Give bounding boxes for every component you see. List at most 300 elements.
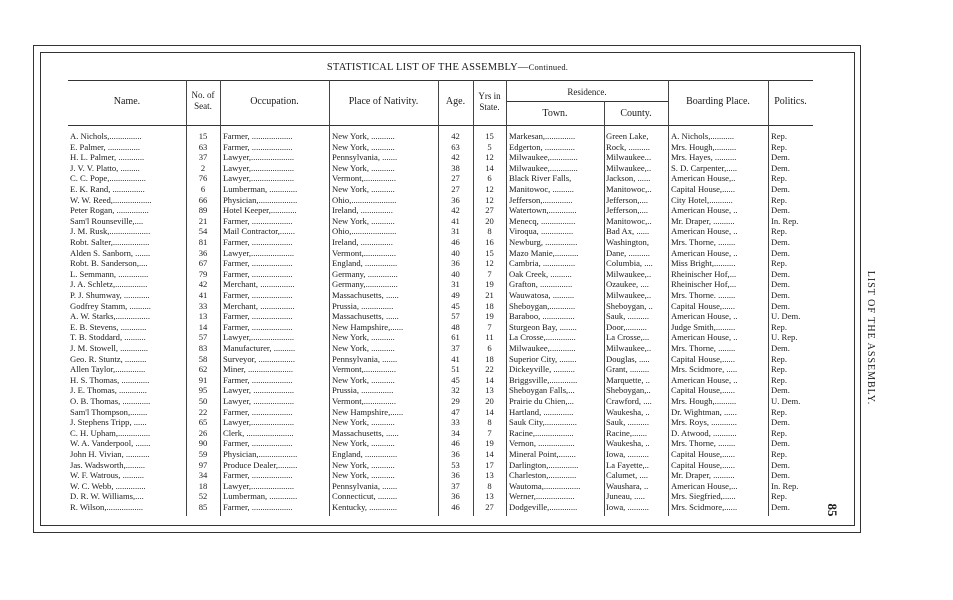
cell-occupation: Lawyer,.................... bbox=[223, 332, 295, 343]
cell-age: 36 bbox=[451, 449, 460, 459]
cell-politics: Dem. bbox=[771, 237, 790, 247]
cell-boarding: City Hotel,........... bbox=[671, 194, 733, 205]
cell-county: Marquette, .. bbox=[606, 374, 650, 385]
cell-age: 42 bbox=[451, 205, 460, 216]
cell-age: 31 bbox=[451, 279, 460, 290]
cell-politics: Rep. bbox=[771, 364, 787, 375]
cell-town: Wautoma,................. bbox=[509, 480, 581, 491]
cell-occupation: Lawyer, ................... bbox=[223, 396, 295, 406]
cell-boarding: Mrs. Thorne, ........ bbox=[671, 438, 736, 449]
cell-yrs: 14 bbox=[485, 162, 494, 173]
cell-occupation: Lawyer,.................... bbox=[223, 417, 295, 428]
cell-boarding: Mrs. Scidmore, ..... bbox=[671, 364, 738, 375]
cell-seat: 18 bbox=[198, 480, 208, 491]
cell-nativity: New Hampshire,...... bbox=[332, 321, 404, 332]
cell-name: W. F. Watrous, .......... bbox=[70, 470, 145, 481]
cell-town: Briggsville,............. bbox=[509, 374, 578, 385]
cell-name: C. H. Upham,............... bbox=[70, 427, 151, 438]
cell-name: J. V. V. Platto, ......... bbox=[70, 162, 140, 173]
cell-seat: 89 bbox=[198, 205, 208, 216]
cell-seat: 67 bbox=[198, 258, 208, 269]
cell-seat: 34 bbox=[198, 470, 208, 481]
cell-nativity: Ireland, ............... bbox=[332, 237, 393, 247]
page-number: 85 bbox=[825, 503, 840, 517]
cell-nativity: Vermont,............... bbox=[332, 247, 396, 258]
cell-town: Darlington,.............. bbox=[509, 459, 579, 470]
cell-seat: 85 bbox=[198, 502, 208, 512]
cell-yrs: 27 bbox=[485, 502, 494, 512]
cell-county: Sauk, .......... bbox=[606, 311, 649, 322]
cell-town: Manitowoc, .......... bbox=[509, 184, 574, 194]
cell-name: E. K. Rand, ............... bbox=[70, 184, 145, 194]
cell-age: 53 bbox=[451, 459, 460, 470]
cell-age: 46 bbox=[451, 438, 460, 449]
cell-name: R. Wilson,................. bbox=[70, 502, 144, 512]
col-divider bbox=[220, 80, 221, 516]
cell-yrs: 6 bbox=[487, 343, 492, 353]
cell-yrs: 5 bbox=[487, 141, 492, 152]
cell-name: C. C. Pope,................. bbox=[70, 173, 146, 184]
cell-occupation: Lawyer, ................... bbox=[223, 385, 295, 396]
cell-occupation: Lawyer,.................... bbox=[223, 152, 295, 163]
cell-yrs: 15 bbox=[485, 131, 494, 141]
cell-politics: Rep. bbox=[771, 258, 787, 269]
cell-seat: 41 bbox=[198, 290, 208, 300]
cell-county: Grant, ......... bbox=[606, 364, 650, 375]
cell-town: Dickeyville, .......... bbox=[509, 364, 575, 375]
cell-occupation: Farmer, ................... bbox=[223, 406, 293, 417]
header-seat-line1: No. of bbox=[191, 90, 215, 100]
cell-age: 37 bbox=[451, 480, 460, 491]
cell-age: 29 bbox=[451, 396, 460, 406]
cell-yrs: 20 bbox=[485, 215, 494, 226]
cell-politics: Dem. bbox=[771, 184, 790, 194]
cell-county: Ozaukee, .... bbox=[606, 279, 649, 290]
cell-county: Waukesha, .. bbox=[606, 438, 650, 449]
cell-politics: Rep. bbox=[771, 131, 787, 141]
cell-nativity: England, ............... bbox=[332, 449, 398, 459]
cell-yrs: 27 bbox=[485, 205, 494, 216]
cell-county: Jefferson,.... bbox=[606, 205, 649, 216]
cell-name: Robt. Salter,................. bbox=[70, 237, 150, 247]
cell-politics: Dem. bbox=[771, 300, 790, 311]
cell-yrs: 6 bbox=[487, 173, 492, 184]
cell-age: 27 bbox=[451, 184, 460, 194]
cell-county: Milwaukee,.. bbox=[606, 162, 652, 173]
cell-seat: 97 bbox=[198, 459, 208, 470]
cell-politics: Dem. bbox=[771, 385, 790, 396]
cell-yrs: 13 bbox=[485, 385, 494, 396]
cell-boarding: Mrs. Siegfried,...... bbox=[671, 491, 736, 502]
cell-politics: Rep. bbox=[771, 406, 787, 417]
cell-nativity: New York, ........... bbox=[332, 459, 395, 470]
header-town: Town. bbox=[542, 108, 568, 119]
cell-seat: 26 bbox=[198, 427, 208, 438]
cell-town: Oak Creek, .......... bbox=[509, 268, 572, 279]
cell-yrs: 21 bbox=[485, 290, 494, 300]
header-seat-line2: Seat. bbox=[194, 101, 212, 111]
cell-boarding: Mrs. Thorne. ........ bbox=[671, 290, 736, 300]
cell-boarding: American House, .. bbox=[671, 247, 738, 258]
header-yrs-line1: Yrs in bbox=[478, 91, 501, 101]
cell-name: Alden S. Sanborn, ....... bbox=[70, 247, 151, 258]
cell-name: Robt. B. Sanderson,.... bbox=[70, 258, 148, 269]
table-title-continued: Continued. bbox=[528, 62, 569, 72]
cell-nativity: Vermont,............... bbox=[332, 364, 396, 375]
cell-occupation: Farmer, ................... bbox=[223, 268, 293, 279]
cell-name: Peter Rogan, ............... bbox=[70, 205, 149, 216]
cell-age: 32 bbox=[451, 385, 460, 396]
header-nativity: Place of Nativity. bbox=[348, 96, 419, 107]
col-divider bbox=[506, 80, 507, 516]
cell-boarding: Capital House,...... bbox=[671, 184, 735, 194]
cell-politics: U. Dem. bbox=[771, 311, 801, 322]
cell-town: Sheboygan Falls,... bbox=[509, 385, 575, 396]
cell-town: Racine,.................. bbox=[509, 427, 574, 438]
cell-occupation: Merchant, ................ bbox=[223, 279, 295, 290]
cell-boarding: Mr. Draper, .......... bbox=[671, 470, 735, 481]
cell-yrs: 12 bbox=[485, 258, 494, 269]
cell-politics: U. Rep. bbox=[771, 332, 798, 343]
cell-seat: 79 bbox=[198, 268, 208, 279]
cell-nativity: New York, ........... bbox=[332, 374, 395, 385]
cell-boarding: Rheinischer Hof,... bbox=[671, 279, 737, 290]
cell-county: Milwaukee... bbox=[606, 152, 652, 163]
cell-county: Door,.......... bbox=[606, 321, 647, 332]
cell-occupation: Clerk, ...................... bbox=[223, 427, 294, 438]
cell-seat: 36 bbox=[198, 247, 208, 258]
cell-county: Green Lake, bbox=[606, 131, 649, 141]
cell-yrs: 19 bbox=[485, 279, 494, 290]
cell-boarding: American House, .. bbox=[671, 205, 738, 216]
cell-nativity: Pennsylvania, ....... bbox=[332, 480, 398, 491]
cell-yrs: 8 bbox=[487, 417, 492, 428]
cell-politics: In. Rep. bbox=[771, 480, 799, 491]
cell-seat: 62 bbox=[198, 364, 208, 375]
cell-politics: Dem. bbox=[771, 343, 790, 353]
cell-seat: 90 bbox=[198, 438, 208, 449]
cell-name: E. B. Stevens, ............ bbox=[70, 321, 147, 332]
cell-nativity: New York, ........... bbox=[332, 438, 395, 449]
cell-occupation: Farmer, ................... bbox=[223, 258, 293, 269]
cell-county: Iowa, .......... bbox=[606, 449, 649, 459]
cell-occupation: Farmer, ................... bbox=[223, 290, 293, 300]
cell-occupation: Farmer, ................... bbox=[223, 131, 293, 141]
cell-name: Sam'l Rounseville,.... bbox=[70, 215, 144, 226]
cell-seat: 33 bbox=[198, 300, 208, 311]
cell-age: 47 bbox=[451, 406, 460, 417]
cell-town: Menecq, ................ bbox=[509, 215, 576, 226]
header-yrs-line2: State. bbox=[479, 102, 500, 112]
cell-politics: Rep. bbox=[771, 374, 787, 385]
cell-name: Allen Taylor,.............. bbox=[70, 364, 146, 375]
cell-nativity: Pennsylvania, ....... bbox=[332, 152, 398, 163]
cell-age: 42 bbox=[451, 131, 460, 141]
header-residence: Residence. bbox=[567, 87, 607, 97]
cell-yrs: 16 bbox=[485, 237, 494, 247]
cell-occupation: Farmer, ................... bbox=[223, 502, 293, 512]
cell-town: Edgerton, .............. bbox=[509, 141, 575, 152]
header-age: Age. bbox=[445, 96, 466, 107]
cell-occupation: Farmer, ................... bbox=[223, 141, 293, 152]
cell-county: Columbia, .... bbox=[606, 258, 653, 269]
cell-yrs: 7 bbox=[487, 268, 492, 279]
cell-name: W. C. Webb, .............. bbox=[70, 480, 146, 491]
cell-occupation: Surveyor, ................. bbox=[223, 353, 295, 364]
cell-name: Sam'l Thompson,........ bbox=[70, 406, 148, 417]
cell-county: Douglas, ..... bbox=[606, 353, 650, 364]
cell-county: Iowa, .......... bbox=[606, 502, 649, 512]
cell-yrs: 18 bbox=[485, 353, 494, 364]
cell-town: Sheboygan,............ bbox=[509, 300, 576, 311]
cell-town: Milwaukee,............. bbox=[509, 162, 578, 173]
cell-yrs: 12 bbox=[485, 152, 494, 163]
cell-seat: 54 bbox=[198, 226, 208, 237]
cell-age: 38 bbox=[451, 162, 460, 173]
cell-age: 45 bbox=[451, 300, 460, 311]
cell-name: John H. Vivian, ........... bbox=[70, 449, 150, 459]
cell-town: Dodgeville,............. bbox=[509, 502, 578, 512]
cell-age: 46 bbox=[451, 502, 460, 512]
cell-town: Milwaukee,............ bbox=[509, 343, 576, 353]
cell-seat: 13 bbox=[198, 311, 208, 322]
cell-politics: Rep. bbox=[771, 449, 787, 459]
cell-politics: Rep. bbox=[771, 321, 787, 332]
cell-age: 51 bbox=[451, 364, 460, 375]
cell-name: W. W. Reed,.................. bbox=[70, 194, 152, 205]
cell-politics: Rep. bbox=[771, 353, 787, 364]
cell-county: Jefferson,.... bbox=[606, 194, 649, 205]
cell-seat: 76 bbox=[198, 173, 208, 184]
cell-nativity: Kentucky, ............. bbox=[332, 502, 398, 512]
cell-town: Markesan,.............. bbox=[509, 131, 576, 141]
cell-nativity: Prussia, ............... bbox=[332, 385, 394, 396]
cell-nativity: Massachusetts, ...... bbox=[332, 311, 399, 322]
cell-name: P. J. Shumway, ............ bbox=[70, 290, 150, 300]
cell-county: Jackson, ...... bbox=[606, 173, 651, 184]
cell-politics: Dem. bbox=[771, 459, 790, 470]
table-title-main: STATISTICAL LIST OF THE ASSEMBLY— bbox=[326, 62, 529, 73]
cell-seat: 81 bbox=[198, 237, 208, 247]
cell-politics: Dem. bbox=[771, 152, 790, 163]
cell-town: Superior City, ........ bbox=[509, 353, 577, 364]
cell-age: 49 bbox=[451, 290, 460, 300]
cell-occupation: Lumberman, ............. bbox=[223, 491, 298, 502]
cell-nativity: New York, ........... bbox=[332, 141, 395, 152]
header-top-rule bbox=[68, 80, 813, 81]
cell-town: Wauwatosa, .......... bbox=[509, 290, 575, 300]
cell-name: Godfrey Stamm, .......... bbox=[70, 300, 151, 311]
cell-town: Baraboo, ............... bbox=[509, 311, 575, 322]
cell-seat: 91 bbox=[198, 374, 208, 385]
cell-yrs: 14 bbox=[485, 406, 494, 417]
cell-nativity: New Hampshire,...... bbox=[332, 406, 404, 417]
running-side-title: LIST OF THE ASSEMBLY. bbox=[865, 270, 876, 406]
cell-town: Prairie du Chien,... bbox=[509, 396, 574, 406]
cell-nativity: Pennsylvania, ....... bbox=[332, 353, 398, 364]
cell-boarding: American House, .. bbox=[671, 311, 738, 322]
cell-town: Viroqua, ............... bbox=[509, 226, 574, 237]
cell-town: Sauk City,............... bbox=[509, 417, 577, 428]
cell-politics: In. Rep. bbox=[771, 215, 799, 226]
cell-name: Jas. Wadsworth,......... bbox=[70, 459, 146, 470]
cell-county: La Crosse,... bbox=[606, 332, 650, 343]
cell-age: 41 bbox=[451, 353, 460, 364]
header-bottom-rule bbox=[68, 125, 813, 126]
cell-county: Milwaukee,.. bbox=[606, 343, 652, 353]
cell-name: J. Stephens Tripp, ...... bbox=[70, 417, 147, 428]
cell-boarding: Capital House,...... bbox=[671, 300, 735, 311]
header-politics: Politics. bbox=[774, 96, 807, 107]
cell-boarding: Mrs. Thorne, ........ bbox=[671, 237, 736, 247]
cell-yrs: 7 bbox=[487, 321, 492, 332]
cell-yrs: 7 bbox=[487, 427, 492, 438]
header-boarding: Boarding Place. bbox=[686, 96, 750, 107]
cell-yrs: 14 bbox=[485, 449, 494, 459]
cell-seat: 63 bbox=[198, 141, 208, 152]
cell-nativity: New York, ........... bbox=[332, 184, 395, 194]
cell-occupation: Farmer, ................... bbox=[223, 237, 293, 247]
cell-boarding: Mrs. Thorne, ........ bbox=[671, 343, 736, 353]
cell-yrs: 22 bbox=[485, 364, 494, 375]
cell-seat: 59 bbox=[198, 449, 208, 459]
cell-occupation: Miner, ..................... bbox=[223, 364, 294, 375]
cell-seat: 52 bbox=[198, 491, 208, 502]
cell-name: H. S. Thomas, ............. bbox=[70, 374, 150, 385]
cell-seat: 6 bbox=[200, 184, 206, 194]
cell-boarding: Dr. Wightman, ...... bbox=[671, 406, 737, 417]
cell-occupation: Lawyer,.................... bbox=[223, 247, 295, 258]
cell-boarding: Mrs. Roys, ............ bbox=[671, 417, 737, 428]
cell-occupation: Farmer, ................... bbox=[223, 321, 293, 332]
cell-name: O. B. Thomas, ............. bbox=[70, 396, 151, 406]
cell-nativity: Germany,............... bbox=[332, 279, 398, 290]
cell-age: 36 bbox=[451, 470, 460, 481]
cell-seat: 14 bbox=[198, 321, 208, 332]
cell-age: 61 bbox=[451, 332, 460, 343]
cell-yrs: 14 bbox=[485, 374, 494, 385]
cell-town: Milwaukee,............. bbox=[509, 152, 578, 163]
cell-yrs: 19 bbox=[485, 438, 494, 449]
cell-boarding: Capital House,...... bbox=[671, 353, 735, 364]
cell-boarding: Mrs. Scidmore,...... bbox=[671, 502, 738, 512]
cell-yrs: 19 bbox=[485, 311, 494, 322]
cell-politics: Rep. bbox=[771, 141, 787, 152]
cell-town: Mazo Manie,........... bbox=[509, 247, 579, 258]
cell-age: 42 bbox=[451, 152, 460, 163]
cell-boarding: American House,.. bbox=[671, 173, 736, 184]
cell-nativity: Prussia, ............... bbox=[332, 300, 394, 311]
header-county: County. bbox=[620, 108, 652, 119]
cell-county: Rock, .......... bbox=[606, 141, 650, 152]
cell-seat: 50 bbox=[198, 396, 208, 406]
cell-town: Vernon, ................. bbox=[509, 438, 575, 449]
cell-boarding: Mrs. Hayes, .......... bbox=[671, 152, 737, 163]
cell-occupation: Lawyer,.................... bbox=[223, 173, 295, 184]
cell-nativity: Vermont,............... bbox=[332, 173, 396, 184]
cell-nativity: New York, ........... bbox=[332, 332, 395, 343]
header-occupation: Occupation. bbox=[250, 96, 299, 107]
cell-name: A. W. Starks,................ bbox=[70, 311, 150, 322]
cell-nativity: New York, ........... bbox=[332, 470, 395, 481]
cell-yrs: 8 bbox=[487, 226, 492, 237]
cell-yrs: 12 bbox=[485, 184, 494, 194]
cell-boarding: American House, .. bbox=[671, 226, 738, 237]
cell-age: 57 bbox=[451, 311, 460, 322]
cell-age: 45 bbox=[451, 374, 460, 385]
cell-seat: 95 bbox=[198, 385, 208, 396]
cell-occupation: Manufacturer, .......... bbox=[223, 343, 296, 353]
cell-occupation: Lumberman, ............. bbox=[223, 184, 298, 194]
cell-age: 27 bbox=[451, 173, 460, 184]
cell-seat: 2 bbox=[200, 162, 206, 173]
cell-occupation: Farmer, ................... bbox=[223, 374, 293, 385]
cell-politics: Rep. bbox=[771, 226, 787, 237]
cell-town: Black River Falls, bbox=[509, 173, 572, 184]
cell-age: 36 bbox=[451, 491, 460, 502]
cell-name: E. Palmer, ............... bbox=[70, 141, 141, 152]
cell-seat: 15 bbox=[198, 131, 208, 141]
cell-county: Manitowoc,.. bbox=[606, 215, 652, 226]
cell-town: Charleston,............. bbox=[509, 470, 577, 481]
col-divider bbox=[329, 80, 330, 516]
cell-name: D. R. W. Williams,.... bbox=[70, 491, 144, 502]
cell-name: W. A. Vanderpool, ....... bbox=[70, 438, 151, 449]
cell-county: Crawford, .... bbox=[606, 396, 652, 406]
cell-age: 37 bbox=[451, 343, 460, 353]
cell-yrs: 13 bbox=[485, 470, 494, 481]
residence-rule bbox=[506, 101, 668, 102]
cell-age: 31 bbox=[451, 226, 460, 237]
cell-age: 41 bbox=[451, 215, 460, 226]
cell-boarding: Judge Smith,......... bbox=[671, 321, 736, 332]
cell-yrs: 20 bbox=[485, 396, 494, 406]
cell-boarding: Capital House,...... bbox=[671, 449, 735, 459]
cell-seat: 58 bbox=[198, 353, 208, 364]
cell-county: Dane, .......... bbox=[606, 247, 650, 258]
cell-nativity: Ireland, ............... bbox=[332, 205, 393, 216]
cell-seat: 65 bbox=[198, 417, 208, 428]
cell-town: Werner,.................. bbox=[509, 491, 575, 502]
cell-nativity: New York, ........... bbox=[332, 343, 395, 353]
cell-politics: Rep. bbox=[771, 194, 787, 205]
cell-occupation: Physician,.................. bbox=[223, 449, 298, 459]
cell-boarding: Mrs. Hough,.......... bbox=[671, 396, 737, 406]
cell-occupation: Lawyer,.................... bbox=[223, 162, 295, 173]
col-divider bbox=[768, 80, 769, 516]
cell-county: Sheboygan,.. bbox=[606, 385, 651, 396]
cell-county: La Fayette,.. bbox=[606, 459, 649, 470]
cell-yrs: 12 bbox=[485, 194, 494, 205]
cell-occupation: Mail Contractor,....... bbox=[223, 226, 295, 237]
col-divider bbox=[668, 80, 669, 516]
cell-occupation: Produce Dealer,......... bbox=[223, 459, 298, 470]
cell-occupation: Merchant, ................ bbox=[223, 300, 295, 311]
table-title bbox=[40, 62, 855, 73]
cell-boarding: American House, .. bbox=[671, 332, 738, 343]
cell-occupation: Hotel Keeper,............ bbox=[223, 205, 297, 216]
cell-politics: Dem. bbox=[771, 279, 790, 290]
cell-politics: Rep. bbox=[771, 491, 787, 502]
cell-county: Sauk, .......... bbox=[606, 417, 649, 428]
cell-politics: Dem. bbox=[771, 417, 790, 428]
cell-age: 40 bbox=[451, 247, 460, 258]
cell-name: T. B. Stoddard, .......... bbox=[70, 332, 146, 343]
cell-politics: Dem. bbox=[771, 247, 790, 258]
cell-boarding: Mr. Draper, .......... bbox=[671, 215, 735, 226]
cell-age: 48 bbox=[451, 321, 460, 332]
cell-politics: Dem. bbox=[771, 502, 790, 512]
